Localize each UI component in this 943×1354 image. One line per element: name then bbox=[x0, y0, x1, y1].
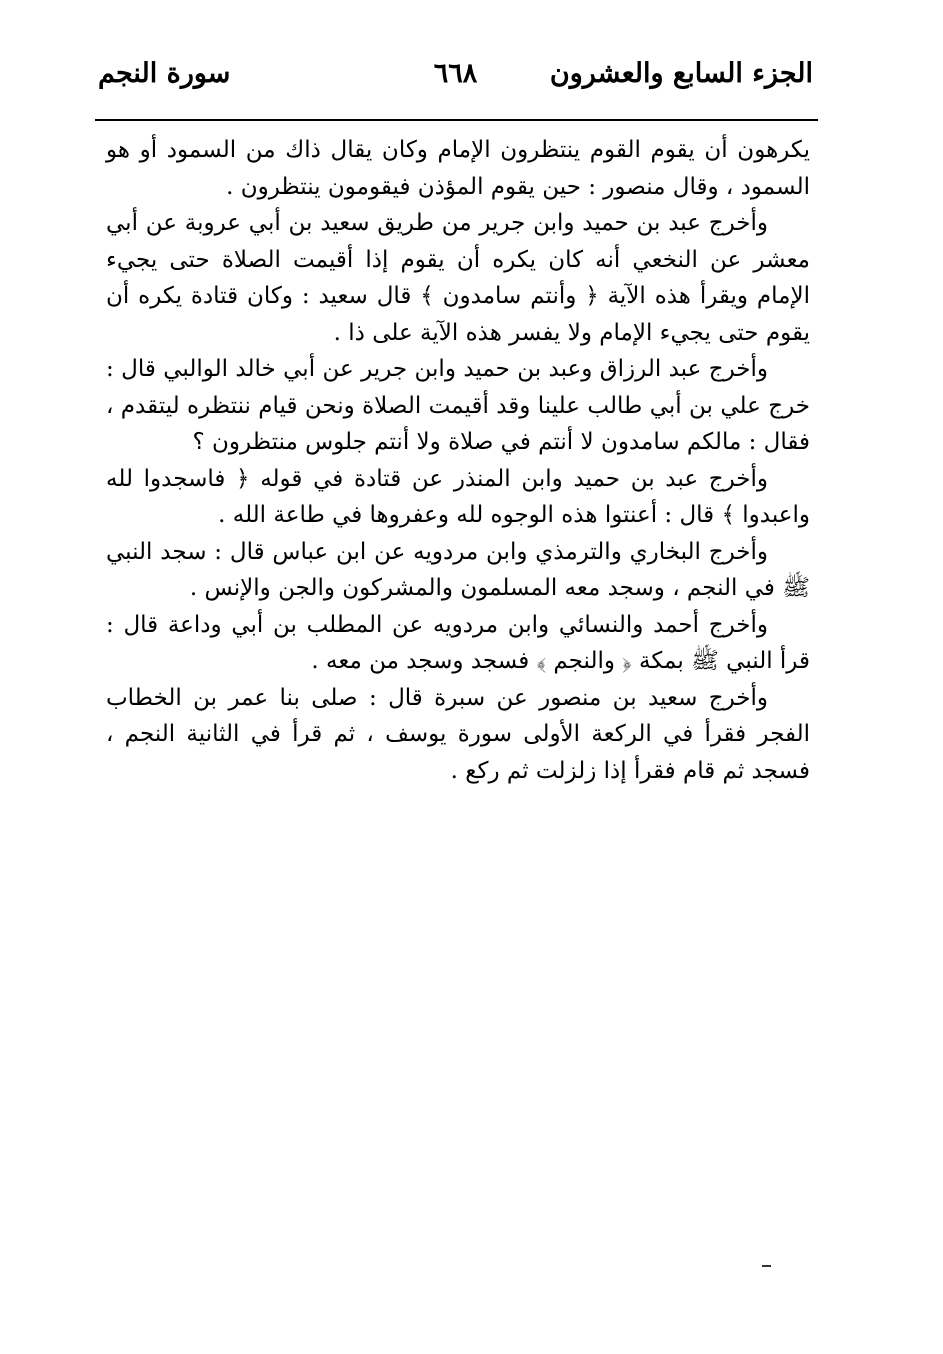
paragraph: وأخرج البخاري والترمذي وابن مردويه عن ابن عباس قال : سجد النبي ﷺ في النجم ، وسجد معه المسلمون والمشركون والجن والإنس . bbox=[106, 538, 810, 601]
part-title: الجزء السابع والعشرون bbox=[549, 58, 813, 89]
page-header bbox=[98, 58, 813, 108]
header-divider bbox=[95, 119, 818, 121]
page-number: ٦٦٨ bbox=[433, 58, 478, 89]
paragraph: وأخرج عبد بن حميد وابن جرير من طريق سعيد بن أبي عروبة عن أبي معشر عن النخعي أنه كان يكره أن يقوم إذا أقيمت الصلاة حتى يجيء الإمام ويقرأ هذه الآية ﴿ وأنتم سامدون ﴾ قال سعيد : وكان قتادة يكره أن يقوم حتى يجيء الإمام ولا يفسر هذه الآية على ذا . bbox=[106, 210, 810, 346]
paragraph: وأخرج أحمد والنسائي وابن مردويه عن المطلب بن أبي وداعة قال : قرأ النبي ﷺ بمكة ﴿ والنجم ﴾ فسجد وسجد من معه . bbox=[106, 611, 810, 674]
paragraph-continuation: يكرهون أن يقوم القوم ينتظرون الإمام وكان يقال ذاك من السمود أو هو السمود ، وقال منصور : حين يقوم المؤذن فيقومون ينتظرون . bbox=[106, 137, 810, 200]
scan-speck bbox=[762, 1265, 771, 1267]
page-body bbox=[106, 132, 810, 789]
surah-title: سورة النجم bbox=[98, 58, 231, 89]
paragraph: وأخرج سعيد بن منصور عن سبرة قال : صلى بنا عمر بن الخطاب الفجر فقرأ في الركعة الأولى سورة يوسف ، ثم قرأ في الثانية النجم ، فسجد ثم قام فقرأ إذا زلزلت ثم ركع . bbox=[106, 684, 810, 784]
paragraph: وأخرج عبد الرزاق وعبد بن حميد وابن جرير عن أبي خالد الوالبي قال : خرج علي بن أبي طالب علينا وقد أقيمت الصلاة ونحن قيام ننتظره ليتقدم ، فقال : مالكم سامدون لا أنتم في صلاة ولا أنتم جلوس منتظرون ؟ bbox=[106, 356, 810, 455]
paragraph: وأخرج عبد بن حميد وابن المنذر عن قتادة في قوله ﴿ فاسجدوا لله واعبدوا ﴾ قال : أعنتوا هذه الوجوه لله وعفروها في طاعة الله . bbox=[106, 465, 810, 528]
